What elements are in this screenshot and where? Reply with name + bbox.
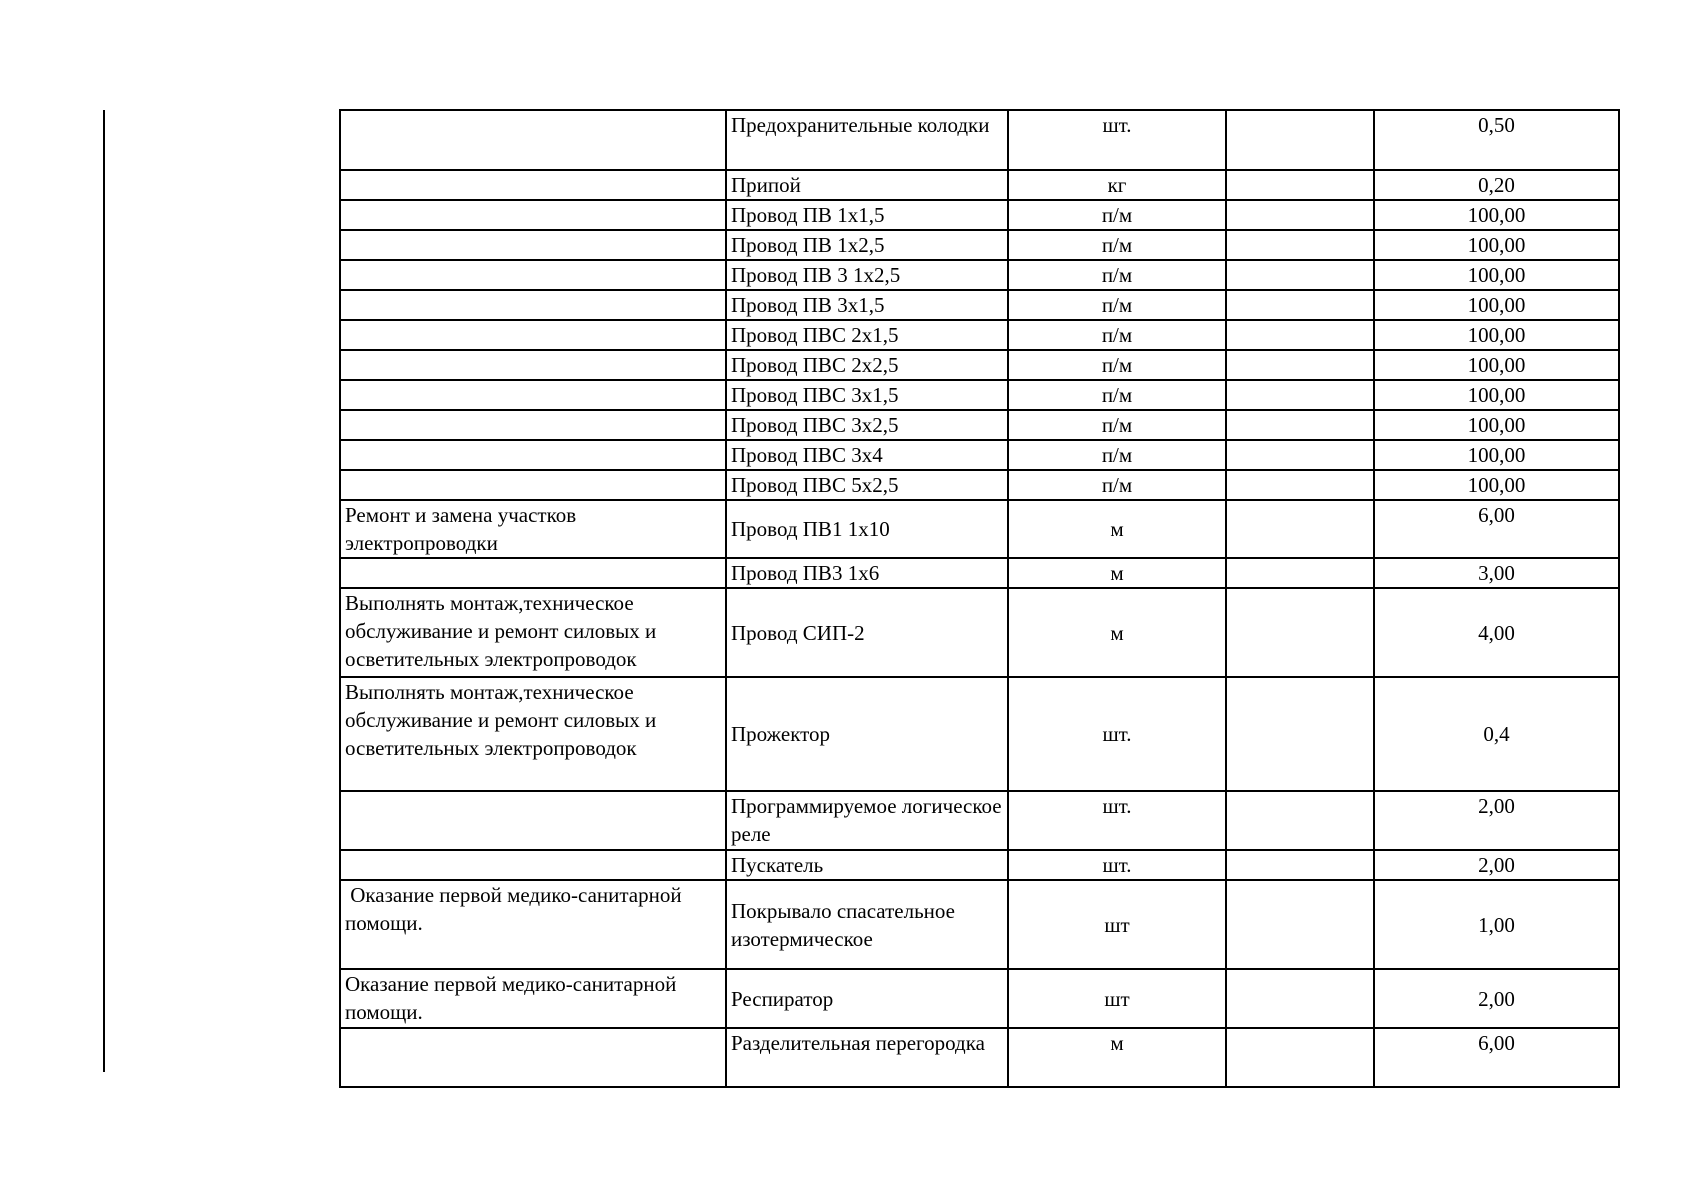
empty-cell — [1226, 880, 1374, 969]
table-row — [340, 969, 1619, 1028]
empty-cell — [1226, 410, 1374, 440]
table-row — [340, 850, 1619, 880]
quantity-cell: 0,4 — [1374, 677, 1619, 791]
table-row — [340, 791, 1619, 850]
work-cell — [340, 260, 726, 290]
quantity-cell: 100,00 — [1374, 320, 1619, 350]
material-cell: Провод ПВ 1х1,5 — [726, 200, 1008, 230]
unit-cell: шт. — [1008, 677, 1226, 791]
empty-cell — [1226, 170, 1374, 200]
work-cell — [340, 558, 726, 588]
table-row — [340, 290, 1619, 320]
quantity-cell: 3,00 — [1374, 558, 1619, 588]
unit-cell: м — [1008, 500, 1226, 558]
empty-cell — [1226, 350, 1374, 380]
table-row — [340, 1028, 1619, 1087]
work-cell — [340, 170, 726, 200]
unit-cell: п/м — [1008, 230, 1226, 260]
material-cell: Провод ПВС 2х2,5 — [726, 350, 1008, 380]
work-cell: Выполнять монтаж,техническое обслуживание и ремонт силовых и осветительных электропроводок — [340, 588, 726, 677]
quantity-cell: 100,00 — [1374, 440, 1619, 470]
material-cell: Провод ПВС 3х2,5 — [726, 410, 1008, 440]
material-cell: Программируемое логическое реле — [726, 791, 1008, 850]
work-cell: Выполнять монтаж,техническое обслуживание и ремонт силовых и осветительных электропроводок — [340, 677, 726, 791]
material-cell: Провод ПВ 3х1,5 — [726, 290, 1008, 320]
empty-cell — [1226, 380, 1374, 410]
material-cell: Провод ПВС 2х1,5 — [726, 320, 1008, 350]
table-row — [340, 230, 1619, 260]
table-row — [340, 320, 1619, 350]
unit-cell: шт. — [1008, 850, 1226, 880]
material-cell: Припой — [726, 170, 1008, 200]
empty-cell — [1226, 677, 1374, 791]
table-row — [340, 470, 1619, 500]
empty-cell — [1226, 588, 1374, 677]
table-row — [340, 110, 1619, 170]
work-cell — [340, 230, 726, 260]
work-cell: Оказание первой медико-санитарной помощи. — [340, 880, 726, 969]
empty-cell — [1226, 500, 1374, 558]
table-row — [340, 380, 1619, 410]
empty-cell — [1226, 200, 1374, 230]
unit-cell: шт — [1008, 969, 1226, 1028]
work-cell: Ремонт и замена участков электропроводки — [340, 500, 726, 558]
work-cell — [340, 1028, 726, 1087]
empty-cell — [1226, 440, 1374, 470]
empty-cell — [1226, 1028, 1374, 1087]
work-cell — [340, 380, 726, 410]
empty-cell — [1226, 290, 1374, 320]
quantity-cell: 2,00 — [1374, 791, 1619, 850]
material-cell: Покрывало спасательное изотермическое — [726, 880, 1008, 969]
unit-cell: п/м — [1008, 260, 1226, 290]
unit-cell: п/м — [1008, 410, 1226, 440]
quantity-cell: 100,00 — [1374, 230, 1619, 260]
quantity-cell: 100,00 — [1374, 290, 1619, 320]
table-row — [340, 350, 1619, 380]
empty-cell — [1226, 230, 1374, 260]
unit-cell: шт — [1008, 880, 1226, 969]
unit-cell: п/м — [1008, 440, 1226, 470]
table-row — [340, 588, 1619, 677]
quantity-cell: 1,00 — [1374, 880, 1619, 969]
empty-cell — [1226, 110, 1374, 170]
work-cell — [340, 320, 726, 350]
unit-cell: м — [1008, 1028, 1226, 1087]
quantity-cell: 100,00 — [1374, 260, 1619, 290]
empty-cell — [1226, 969, 1374, 1028]
work-cell — [340, 350, 726, 380]
material-cell: Провод ПВС 5х2,5 — [726, 470, 1008, 500]
table-row — [340, 880, 1619, 969]
table-row — [340, 200, 1619, 230]
table-row — [340, 558, 1619, 588]
quantity-cell: 100,00 — [1374, 380, 1619, 410]
material-cell: Провод ПВС 3х1,5 — [726, 380, 1008, 410]
quantity-cell: 100,00 — [1374, 470, 1619, 500]
unit-cell: м — [1008, 588, 1226, 677]
material-cell: Провод ПВС 3х4 — [726, 440, 1008, 470]
work-cell: Оказание первой медико-санитарной помощи. — [340, 969, 726, 1028]
quantity-cell: 6,00 — [1374, 500, 1619, 558]
unit-cell: п/м — [1008, 320, 1226, 350]
work-cell — [340, 791, 726, 850]
quantity-cell: 100,00 — [1374, 350, 1619, 380]
page-margin-rule — [103, 110, 105, 1072]
table-row — [340, 170, 1619, 200]
material-cell: Предохранительные колодки — [726, 110, 1008, 170]
unit-cell: п/м — [1008, 350, 1226, 380]
unit-cell: п/м — [1008, 290, 1226, 320]
unit-cell: м — [1008, 558, 1226, 588]
work-cell — [340, 110, 726, 170]
unit-cell: шт. — [1008, 791, 1226, 850]
material-cell: Провод ПВ1 1х10 — [726, 500, 1008, 558]
quantity-cell: 2,00 — [1374, 969, 1619, 1028]
quantity-cell: 2,00 — [1374, 850, 1619, 880]
quantity-cell: 0,50 — [1374, 110, 1619, 170]
empty-cell — [1226, 850, 1374, 880]
quantity-cell: 0,20 — [1374, 170, 1619, 200]
work-cell — [340, 410, 726, 440]
empty-cell — [1226, 558, 1374, 588]
quantity-cell: 4,00 — [1374, 588, 1619, 677]
table-row — [340, 410, 1619, 440]
empty-cell — [1226, 260, 1374, 290]
material-cell: Прожектор — [726, 677, 1008, 791]
work-cell — [340, 200, 726, 230]
material-cell: Пускатель — [726, 850, 1008, 880]
unit-cell: п/м — [1008, 200, 1226, 230]
material-cell: Разделительная перегородка — [726, 1028, 1008, 1087]
table-row — [340, 440, 1619, 470]
work-cell — [340, 440, 726, 470]
quantity-cell: 100,00 — [1374, 410, 1619, 440]
materials-table — [339, 109, 1620, 1088]
unit-cell: кг — [1008, 170, 1226, 200]
material-cell: Провод ПВ 1х2,5 — [726, 230, 1008, 260]
quantity-cell: 6,00 — [1374, 1028, 1619, 1087]
table-row — [340, 500, 1619, 558]
unit-cell: п/м — [1008, 380, 1226, 410]
work-cell — [340, 290, 726, 320]
material-cell: Провод ПВ3 1х6 — [726, 558, 1008, 588]
table-row — [340, 677, 1619, 791]
empty-cell — [1226, 791, 1374, 850]
work-cell — [340, 470, 726, 500]
material-cell: Провод ПВ 3 1х2,5 — [726, 260, 1008, 290]
work-cell — [340, 850, 726, 880]
table-row — [340, 260, 1619, 290]
empty-cell — [1226, 320, 1374, 350]
material-cell: Респиратор — [726, 969, 1008, 1028]
quantity-cell: 100,00 — [1374, 200, 1619, 230]
empty-cell — [1226, 470, 1374, 500]
unit-cell: п/м — [1008, 470, 1226, 500]
unit-cell: шт. — [1008, 110, 1226, 170]
material-cell: Провод СИП-2 — [726, 588, 1008, 677]
